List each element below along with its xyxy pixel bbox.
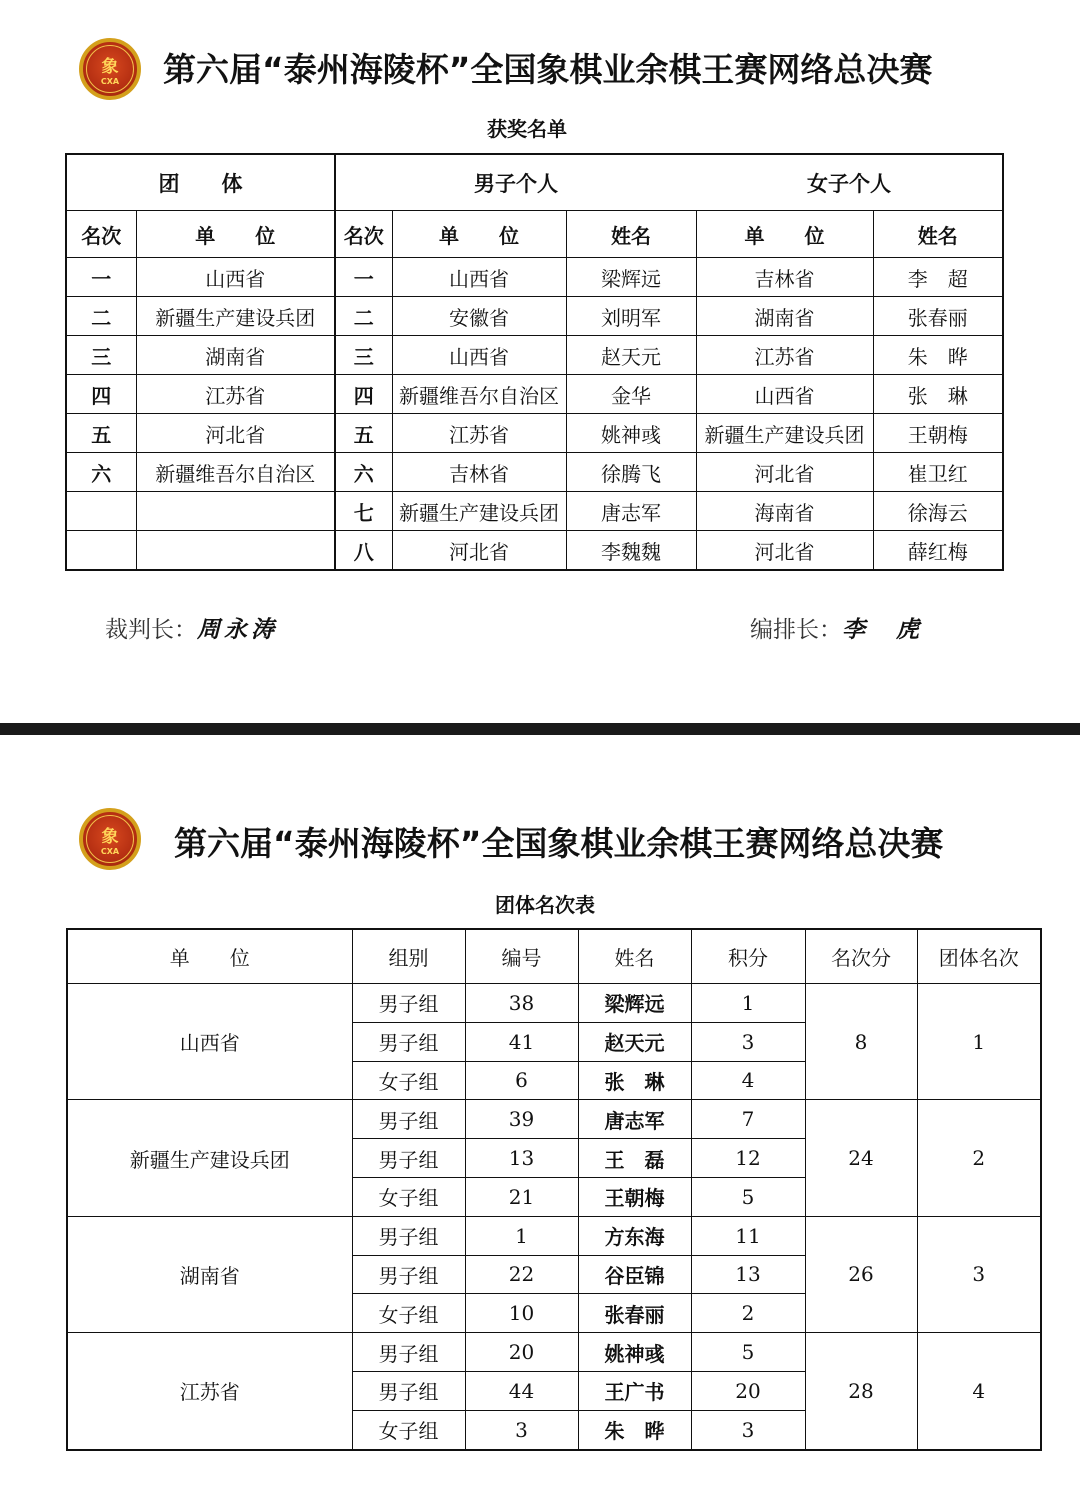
team-standings-table (66, 928, 1042, 1451)
table-row (66, 531, 1003, 571)
men-name: 金华 (566, 375, 696, 414)
men-name: 李魏魏 (566, 531, 696, 571)
team-rank (66, 492, 136, 531)
group-cell: 男子组 (352, 1139, 465, 1178)
women-unit: 海南省 (696, 492, 873, 531)
number-cell: 44 (465, 1371, 578, 1410)
cxa-logo-bottom (79, 808, 141, 870)
men-name: 徐腾飞 (566, 453, 696, 492)
col-men-name: 姓名 (566, 211, 696, 258)
women-unit: 山西省 (696, 375, 873, 414)
table-row (66, 453, 1003, 492)
men-unit: 吉林省 (392, 453, 566, 492)
name-cell: 张 琳 (578, 1061, 691, 1100)
team-rank (66, 531, 136, 571)
women-unit: 吉林省 (696, 258, 873, 297)
group-cell: 女子组 (352, 1294, 465, 1333)
logo-glyph: 象 (101, 57, 119, 77)
number-cell: 20 (465, 1333, 578, 1372)
name-cell: 王广书 (578, 1371, 691, 1410)
women-name: 张 琳 (873, 375, 1003, 414)
men-unit: 江苏省 (392, 414, 566, 453)
team-rank: 三 (66, 336, 136, 375)
team-unit: 江苏省 (136, 375, 335, 414)
men-unit: 新疆生产建设兵团 (392, 492, 566, 531)
men-rank: 六 (335, 453, 392, 492)
name-cell: 唐志军 (578, 1100, 691, 1139)
unit-cell: 新疆生产建设兵团 (67, 1100, 352, 1216)
award-list-subtitle: 获奖名单 (487, 117, 567, 141)
score-cell: 13 (691, 1255, 805, 1294)
score-cell: 3 (691, 1022, 805, 1061)
name-cell: 方东海 (578, 1216, 691, 1255)
rank-score-cell: 8 (805, 984, 917, 1100)
score-cell: 5 (691, 1333, 805, 1372)
men-name: 刘明军 (566, 297, 696, 336)
table-row (67, 1333, 1041, 1372)
table-row (66, 414, 1003, 453)
men-rank: 五 (335, 414, 392, 453)
name-cell: 赵天元 (578, 1022, 691, 1061)
table-row (66, 258, 1003, 297)
unit-cell: 江苏省 (67, 1333, 352, 1450)
table-row (66, 336, 1003, 375)
group-cell: 男子组 (352, 1022, 465, 1061)
rank-score-cell: 28 (805, 1333, 917, 1450)
number-cell: 3 (465, 1410, 578, 1449)
col-men-unit: 单 位 (392, 211, 566, 258)
table-row (67, 1100, 1041, 1139)
women-unit: 河北省 (696, 453, 873, 492)
rank-score-cell: 26 (805, 1216, 917, 1332)
unit-cell: 湖南省 (67, 1216, 352, 1332)
score-cell: 2 (691, 1294, 805, 1333)
logo-abbr: CXA (100, 847, 120, 856)
col-team-rank: 团体名次 (917, 929, 1041, 984)
number-cell: 1 (465, 1216, 578, 1255)
men-unit: 山西省 (392, 336, 566, 375)
table-row (66, 297, 1003, 336)
team-rank: 二 (66, 297, 136, 336)
group-cell: 男子组 (352, 984, 465, 1023)
logo-abbr: CXA (100, 77, 120, 86)
men-rank: 三 (335, 336, 392, 375)
team-unit: 山西省 (136, 258, 335, 297)
col-score: 积分 (691, 929, 805, 984)
men-name: 梁辉远 (566, 258, 696, 297)
men-name: 姚神彧 (566, 414, 696, 453)
page-title-bottom: 第六届“泰州海陵杯”全国象棋业余棋王赛网络总决赛 (174, 824, 944, 863)
page-title-top: 第六届“泰州海陵杯”全国象棋业余棋王赛网络总决赛 (163, 50, 933, 89)
col-men-rank: 名次 (335, 211, 392, 258)
name-cell: 王 磊 (578, 1139, 691, 1178)
col-team-unit: 单 位 (136, 211, 335, 258)
men-rank: 一 (335, 258, 392, 297)
group-cell: 男子组 (352, 1216, 465, 1255)
table-row (66, 375, 1003, 414)
men-rank: 二 (335, 297, 392, 336)
women-name: 薛红梅 (873, 531, 1003, 571)
women-unit: 江苏省 (696, 336, 873, 375)
men-rank: 七 (335, 492, 392, 531)
name-cell: 王朝梅 (578, 1177, 691, 1216)
men-unit: 河北省 (392, 531, 566, 571)
women-individual-header: 女子个人 (696, 154, 1003, 211)
team-header: 团 体 (66, 154, 335, 211)
men-name: 赵天元 (566, 336, 696, 375)
men-unit: 安徽省 (392, 297, 566, 336)
group-cell: 男子组 (352, 1255, 465, 1294)
men-rank: 四 (335, 375, 392, 414)
team-standings-subtitle: 团体名次表 (495, 893, 595, 917)
number-cell: 39 (465, 1100, 578, 1139)
col-rank: 名次 (66, 211, 136, 258)
number-cell: 22 (465, 1255, 578, 1294)
women-name: 王朝梅 (873, 414, 1003, 453)
number-cell: 38 (465, 984, 578, 1023)
col-number: 编号 (465, 929, 578, 984)
team-rank: 五 (66, 414, 136, 453)
chief-referee-label: 裁判长： (105, 617, 197, 643)
name-cell: 姚神彧 (578, 1333, 691, 1372)
team-rank: 四 (66, 375, 136, 414)
chief-arranger (750, 611, 923, 644)
team-unit: 新疆生产建设兵团 (136, 297, 335, 336)
women-name: 崔卫红 (873, 453, 1003, 492)
team-unit: 新疆维吾尔自治区 (136, 453, 335, 492)
men-rank: 八 (335, 531, 392, 571)
col-group: 组别 (352, 929, 465, 984)
women-unit: 新疆生产建设兵团 (696, 414, 873, 453)
cxa-logo-top (79, 38, 141, 100)
score-cell: 5 (691, 1177, 805, 1216)
score-cell: 7 (691, 1100, 805, 1139)
table-row (66, 492, 1003, 531)
col-unit: 单 位 (67, 929, 352, 984)
score-cell: 12 (691, 1139, 805, 1178)
col-women-unit: 单 位 (696, 211, 873, 258)
women-name: 徐海云 (873, 492, 1003, 531)
score-cell: 11 (691, 1216, 805, 1255)
score-cell: 1 (691, 984, 805, 1023)
number-cell: 21 (465, 1177, 578, 1216)
col-name: 姓名 (578, 929, 691, 984)
name-cell: 张春丽 (578, 1294, 691, 1333)
number-cell: 10 (465, 1294, 578, 1333)
women-name: 李 超 (873, 258, 1003, 297)
name-cell: 梁辉远 (578, 984, 691, 1023)
chief-arranger-name: 李 虎 (842, 617, 923, 643)
name-cell: 谷臣锦 (578, 1255, 691, 1294)
team-unit (136, 531, 335, 571)
men-unit: 山西省 (392, 258, 566, 297)
team-rank-cell: 1 (917, 984, 1041, 1100)
women-unit: 湖南省 (696, 297, 873, 336)
team-unit (136, 492, 335, 531)
men-unit: 新疆维吾尔自治区 (392, 375, 566, 414)
team-rank: 一 (66, 258, 136, 297)
section-divider (0, 723, 1080, 735)
team-unit: 河北省 (136, 414, 335, 453)
chief-arranger-label: 编排长： (750, 617, 842, 643)
team-rank-cell: 4 (917, 1333, 1041, 1450)
team-rank: 六 (66, 453, 136, 492)
number-cell: 41 (465, 1022, 578, 1061)
group-cell: 女子组 (352, 1061, 465, 1100)
score-cell: 3 (691, 1410, 805, 1449)
number-cell: 13 (465, 1139, 578, 1178)
chief-referee (105, 611, 278, 644)
team-rank-cell: 3 (917, 1216, 1041, 1332)
number-cell: 6 (465, 1061, 578, 1100)
women-unit: 河北省 (696, 531, 873, 571)
men-name: 唐志军 (566, 492, 696, 531)
women-name: 张春丽 (873, 297, 1003, 336)
team-rank-cell: 2 (917, 1100, 1041, 1216)
group-cell: 男子组 (352, 1100, 465, 1139)
logo-glyph: 象 (101, 827, 119, 847)
score-cell: 20 (691, 1371, 805, 1410)
table-row (67, 984, 1041, 1023)
col-rank-score: 名次分 (805, 929, 917, 984)
women-name: 朱 晔 (873, 336, 1003, 375)
rank-score-cell: 24 (805, 1100, 917, 1216)
group-cell: 女子组 (352, 1177, 465, 1216)
unit-cell: 山西省 (67, 984, 352, 1100)
group-cell: 男子组 (352, 1333, 465, 1372)
award-table (65, 153, 1004, 571)
men-individual-header: 男子个人 (335, 154, 696, 211)
table-row (67, 1216, 1041, 1255)
team-unit: 湖南省 (136, 336, 335, 375)
group-cell: 女子组 (352, 1410, 465, 1449)
score-cell: 4 (691, 1061, 805, 1100)
col-women-name: 姓名 (873, 211, 1003, 258)
name-cell: 朱 晔 (578, 1410, 691, 1449)
group-cell: 男子组 (352, 1371, 465, 1410)
chief-referee-name: 周永涛 (197, 617, 278, 643)
